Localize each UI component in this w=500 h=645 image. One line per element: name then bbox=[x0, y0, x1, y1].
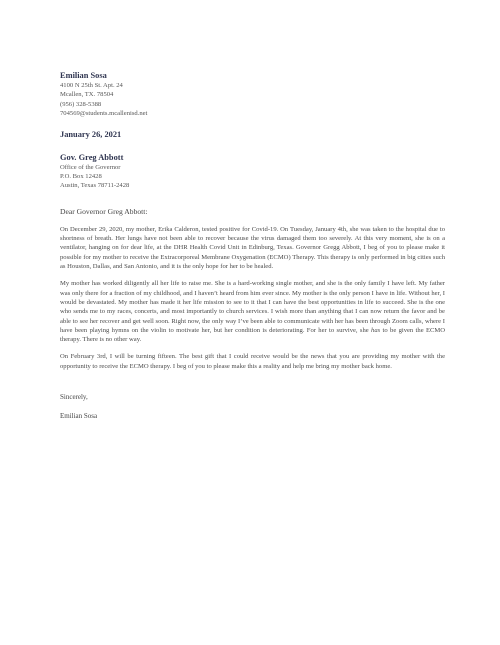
body-paragraph-2: My mother has worked diligently all her life to raise me. She is a hard-working single mother, and she is the only family I have left. My father was only there for a fraction of my childhood, and I haven’t heard from him ever since. My mother is the only person I have in life. Without her, I would be devastated. My mother has made it her life mission to see to it that I can have the best opportunities in life to succeed. She is the one who sends me to my races, concerts, and most importantly to church services. I wish more than anything that I can now return the favor and be able to see her recover and get well soon. Right now, the only way I’ve been able to communicate with her has been through Zoom calls, where I have been playing hymns on the violin to motivate her, but her condition is deteriorating. For her to survive, she has to be given the ECMO therapy. There is no other way. bbox=[60, 280, 445, 344]
recipient-block bbox=[60, 152, 445, 191]
sender-block bbox=[60, 70, 445, 119]
recipient-address-line: P.O. Box 12428 bbox=[60, 173, 102, 181]
salutation: Dear Governor Greg Abbott: bbox=[60, 206, 148, 216]
sender-email: 704569@students.mcallenisd.net bbox=[60, 110, 148, 118]
closing: Sincerely, bbox=[60, 393, 88, 401]
recipient-address-line: Office of the Governor bbox=[60, 163, 121, 171]
sender-name: Emilian Sosa bbox=[60, 71, 107, 80]
sender-phone: (956) 328-5388 bbox=[60, 100, 102, 108]
letter-page bbox=[60, 70, 445, 421]
body-paragraph-3: On February 3rd, I will be turning fifteen. The best gift that I could receive would be the news that you are providing my mother with the opportunity to receive the ECMO therapy. I beg of you to please make this a reality and help me bring my mother back home. bbox=[60, 353, 445, 370]
recipient-name: Gov. Greg Abbott bbox=[60, 152, 124, 162]
emphasis-text: has bbox=[371, 326, 381, 334]
body-paragraph-1: On December 29, 2020, my mother, Erika Calderon, tested positive for Covid-19. On Tuesday, January 4th, she was taken to the hospital due to shortness of breath. Her lungs have not been able to recover because the virus damaged them too severely. At this very moment, she is on a ventilator, hanging on for dear life, at the DHR Health Covid Unit in Edinburg, Texas. Governor Gregg Abbott, I beg of you to please make it possible for my mother to receive the Extracorporeal Membrane Oxygenation (ECMO) Therapy. This therapy is only performed in big cities such as Houston, Dallas, and San Antonio, and it is the only hope for her to be healed. bbox=[60, 225, 445, 271]
letter-date: January 26, 2021 bbox=[60, 129, 122, 139]
signature-name: Emilian Sosa bbox=[60, 411, 98, 420]
sender-address-line: Mcallen, TX. 78504 bbox=[60, 91, 114, 99]
sender-address-line: 4100 N 25th St. Apt. 24 bbox=[60, 82, 123, 89]
recipient-address-line: Austin, Texas 78711-2428 bbox=[60, 182, 130, 190]
